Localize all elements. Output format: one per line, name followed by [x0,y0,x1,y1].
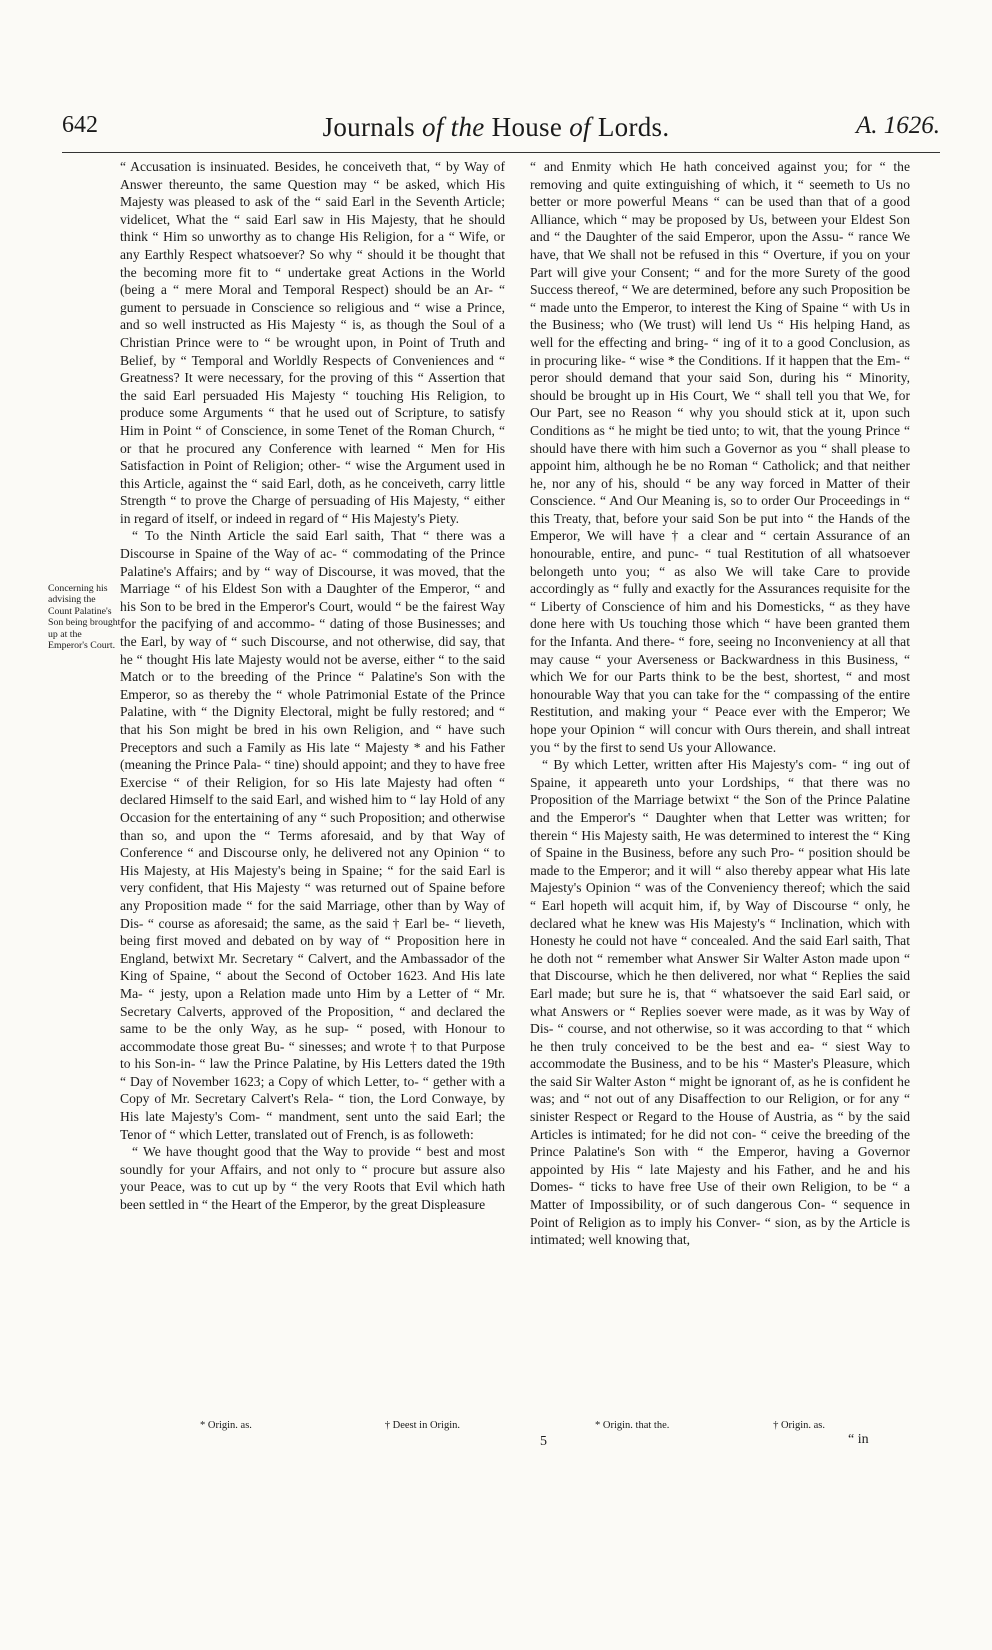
footnotes-right [595,1420,825,1431]
footnote: * Origin. as. [200,1420,252,1431]
margin-note: Concerning his advising the Count Palatine's Son being brought up at the Emperor's Court. [48,583,121,652]
paragraph: “ and Enmity which He hath conceived against you; for “ the removing and quite extinguishing of which, it “ seemeth to Us no better or more powerful Means “ can be used than that of a good Alliance, which “ may be proposed by Us, between your Eldest Son and “ the Daughter of the said Emperor, upon the Assu- “ rance We have, that We shall not be refused in this “ Overture, if you on your Part will give your Consent; “ and for the more Surety of the good Success thereof, “ We are determined, before any such Proposition be “ made unto the Emperor, to interest the King of Spaine “ with Us in the Business; who (We trust) will lend Us “ His helping Hand, as well for the effecting and bring- “ ing of it to a good Conclusion, as in procuring like- “ wise * the Conditions. If it happen that the Em- “ peror should demand that your said Son, during his “ Minority, should be brought up in His Court, We “ shall tell you that We, for Our Part, see no Reason “ why you should stick at it, upon such Conditions as “ he might be tied unto; to wit, that the young Prince “ should have there with him such a Governor as you “ shall please to appoint him, although he be no Roman “ Catholick; and that neither he, nor any of his, should “ be any way forced in Matter of their Conscience. “ And Our Meaning is, so to order Our Proceedings in “ this Treaty, that, before your said Son be put into “ the Hands of the Emperor, We will have † a clear and “ certain Assurance of an honourable, entire, and punc- “ tual Restitution of all whatsoever belongeth unto you; “ as also We will take Care to provide accordingly as “ fully and exactly for the Assurances requisite for the “ Liberty of Conscience of him and his Domesticks, “ as they have done here with Us touching those which “ have been granted them for the Infanta. And there- “ fore, seeing no Inconveniency at all that may cause “ your Averseness or Backwardness in this Business, “ which We for our Parts think to be the best, shortest, “ and most honourable Way that you can take for the “ compassing of the entire Restitution, and making your “ Peace ever with the Emperor; We hope your Opinion “ will concur with Ours therein, and shall intreat you “ by the first to send Us your Allowance. [530,159,910,755]
signature-mark: 5 [540,1434,547,1449]
paragraph: “ To the Ninth Article the said Earl saith, That “ there was a Discourse in Spaine of the Way of ac- “ commodating of the Prince Palatine's Affairs; and by “ way of Discourse, it was moved, that the Marriage “ of his Eldest Son with a Daughter of the Emperor, “ and his Son to be bred in the Emperor's Court, would “ be the fairest Way for the pacifying of and accommo- “ dating of those Businesses; and the Earl, by way of “ such Discourse, and not otherwise, did say, that he “ thought His late Majesty would not be averse, either “ to the said Match or to the breeding of the Prince “ Palatine's Son with the Emperor, so as thereby the “ whole Patrimonial Estate of the Prince Palatine, with “ the Dignity Electoral, might be fully restored; and “ that his Son might be bred in his own Religion, and “ have such Preceptors and such a Family as His late “ Majesty * and his Father (meaning the Prince Pala- “ tine) should appoint; and they to have free Exercise “ of their Religion, for so His late Majesty had often “ declared Himself to the said Earl, and wished him to “ lay Hold of any Occasion for the entertaining of any “ such Proposition; and otherwise than so, and upon the “ Terms aforesaid, and by that Way of Conference “ and Discourse only, he delivered not any Opinion “ to His Majesty, at His Majesty's being in Spaine; “ for the said Earl is very confident, that His Majesty “ was returned out of Spaine before any Proposition made “ for the said Marriage, other than by Way of Dis- “ course as aforesaid; the same, as the said † Earl be- “ lieveth, being first moved and debated on by way of “ Proposition here in England, betwixt Mr. Secretary “ Calvert, and the Ambassador of the King of Spaine, “ about the Second of October 1623. And His late Ma- “ jesty, upon a Relation made unto Him by a Letter of “ Mr. Secretary Calverts, approved of the Proposition, “ and declared the same to be the only Way, as he sup- “ posed, with Honour to accommodate those great Bu- “ sinesses; and wrote † to that Purpose to his Son-in- “ law the Prince Palatine, by His Letters dated the 19th “ Day of November 1623; a Copy of which Letter, to- “ gether with a Copy of Mr. Secretary Calvert's Rela- “ tion, the Lord Conwaye, by His late Majesty's Com- “ mandment, sent unto the said Earl; the Tenor of “ which Letter, translated out of French, is as followeth: [120,528,505,1142]
year-heading: A. 1626. [855,112,940,139]
running-title: Journals of the House of Lords. [322,112,670,142]
running-header [0,112,992,152]
header-rule [62,152,940,153]
page-number: 642 [62,112,98,138]
left-column [120,158,505,1214]
footnote: † Deest in Origin. [384,1420,460,1431]
footnote: † Origin. as. [773,1420,825,1431]
paragraph: “ Accusation is insinuated. Besides, he conceiveth that, “ by Way of Answer thereunto, the same Question may “ be asked, which His Majesty was pleased to ask of the “ said Earl in the Seventh Article; videlicet, What the “ said Earl saw in His Majesty, that he should think “ Him so unworthy as to change His Religion, for a “ Wife, or any Earthly Respect whatsoever? So why “ should it be thought that the becoming more fit to “ undertake great Actions in the World (being a “ mere Moral and Temporal Respect) should be an Ar- “ gument to persuade in Conscience so religious and “ wise a Prince, and so well instructed as His Majesty “ is, as though the Soul of a Christian Prince were to “ be wrought upon, in Point of Truth and Belief, by “ Temporal and Worldly Respects of Conveniences and “ Greatness? It were necessary, for the proving of this “ Assertion that the said Earl persuaded His Majesty “ touching His Religion, to produce some Arguments “ that he used out of Scripture, to satisfy Him in Point “ of Conscience, in some Tenet of the Roman Church, “ or that he procured any Conference with learned “ Men for His Satisfaction in Point of Religion; other- “ wise the Argument used in this Article, against the “ said Earl, doth, as he conceiveth, carry little Strength “ to prove the Charge of persuading of His Majesty, “ either in regard of itself, or indeed in regard of “ His Majesty's Piety. [120,159,505,526]
footnote: * Origin. that the. [595,1420,670,1431]
footnotes-left [200,1420,460,1431]
paragraph: “ We have thought good that the Way to provide “ best and most soundly for your Affairs, and not only to “ procure but assure also your Peace, was to cut up by “ the very Roots that Evil which hath been settled in “ the Heart of the Emperor, by the great Displeasure [120,1144,505,1213]
paragraph: “ By which Letter, written after His Majesty's com- “ ing out of Spaine, it appeareth unto your Lordships, “ that there was no Proposition of the Marriage betwixt “ the Son of the Prince Palatine and the Emperor's “ Daughter when that Letter was written; for therein “ His Majesty saith, He was determined to interest the “ King of Spaine in the Business, before any such Pro- “ position should be made to the Emperor; and it will “ also thereby appear what His late Majesty's Opinion “ was of the Conveniency thereof; which the said “ Earl hopeth will acquit him, if, by Way of Discourse “ only, he declared what he knew was His Majesty's “ Inclination, which with Honesty he could not have “ concealed. And the said Earl saith, That he doth not “ remember what Answer Sir Walter Aston made upon “ that Discourse, which he then delivered, nor what “ Replies the said Earl made; but sure he is, that “ whatsoever the said Earl said, or what Answers or “ Replies soever were made, as it was by Way of Dis- “ course, and not otherwise, so it was according to that “ which he then truly conceived to be the best and ea- “ siest Way to accommodate the Business, and to be his “ Master's Pleasure, which the said Sir Walter Aston “ might be ignorant of, as he is confident he was; and “ not out of any Disaffection to our Religion, or for any “ sinister Respect or Regard to the House of Austria, as “ by the said Articles is intimated; for he did not con- “ ceive the breeding of the Prince Palatine's Son with “ the Emperor, having a Governor appointed by His “ late Majesty and his Father, and he and his Domes- “ ticks to have free Use of their own Religion, to be “ a Matter of Impossibility, or of such dangerous Con- “ sequence in Point of Religion as to imply his Conver- “ sion, as by the Article is intimated; well knowing that, [530,757,910,1248]
right-column [530,158,910,1249]
catchword: “ in [848,1432,869,1447]
